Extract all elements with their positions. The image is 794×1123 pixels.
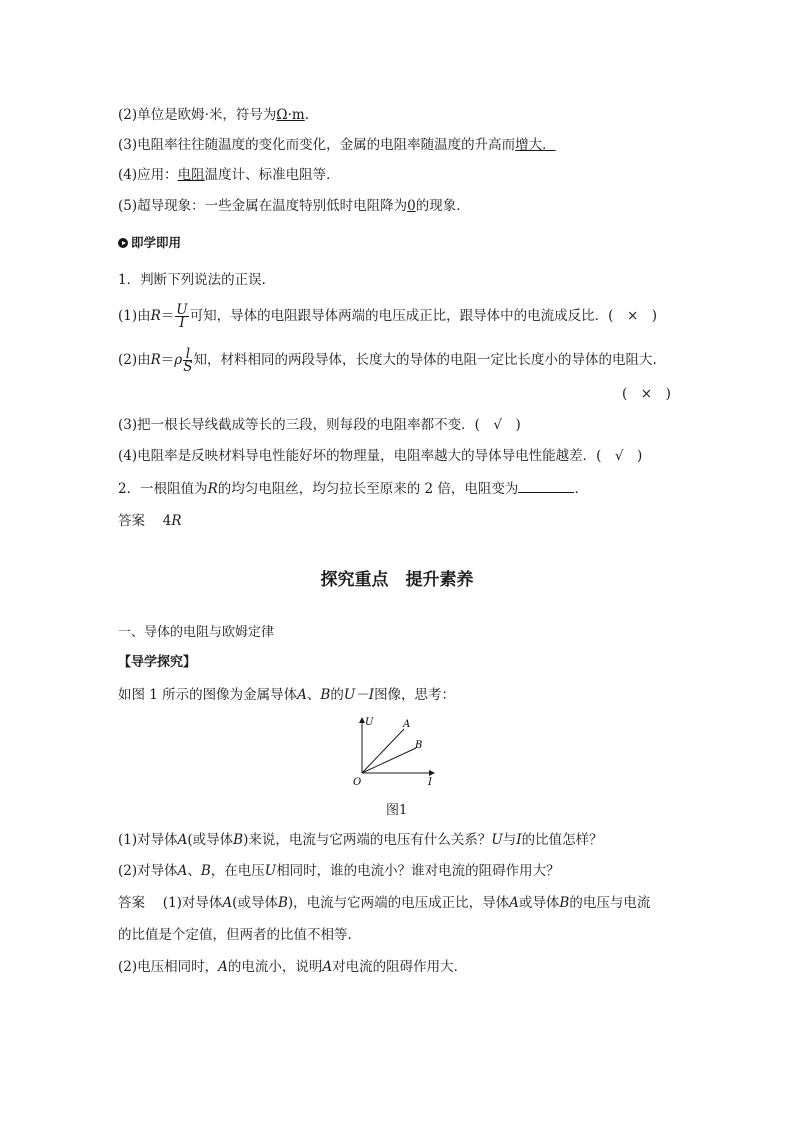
text-segment: 的现象．	[415, 198, 470, 214]
question-1-item-2-mark: ( × )	[622, 386, 671, 402]
var-u-i: U－I	[343, 687, 375, 703]
text-segment: .	[304, 107, 310, 123]
answer-4	[118, 957, 467, 977]
study-heading-text: 即学即用	[131, 235, 182, 250]
text-segment: 的比值怎样？	[521, 832, 603, 848]
var-a: A	[218, 959, 228, 975]
underlined-answer: 电阻	[177, 167, 205, 183]
think-question-1	[118, 830, 603, 850]
text-segment: )来说，电流与它两端的电压有什么关系？	[243, 832, 492, 848]
var-b: B	[233, 832, 244, 848]
text-segment: (2)对导体	[118, 863, 178, 879]
var-b: B	[200, 863, 211, 879]
text-line-application	[118, 165, 340, 185]
var-r: R	[171, 513, 182, 529]
var-b: B	[559, 895, 570, 911]
var-b: B	[277, 895, 288, 911]
var-r: R	[150, 308, 161, 324]
study-heading	[118, 233, 181, 253]
answer-label: 答案	[118, 513, 145, 529]
var-u: U	[491, 832, 503, 848]
equals-sign: ＝	[160, 308, 175, 324]
intro-line	[118, 685, 455, 705]
text-segment: (或导体	[187, 832, 234, 848]
think-question-2	[118, 861, 560, 881]
fraction-denominator: I	[179, 315, 185, 331]
text-segment: (2)单位是欧姆·米，符号为	[118, 107, 277, 123]
var-b: B	[320, 687, 331, 703]
text-segment: ，在电压	[210, 863, 265, 879]
var-r: R	[150, 352, 161, 368]
section-title: 探究重点 提升素养	[320, 570, 474, 590]
origin-label: O	[353, 777, 362, 788]
var-rho: ρ	[174, 352, 183, 368]
equals-sign: ＝	[160, 352, 175, 368]
answer-3-continued: 的比值是个定值，但两者的比值不相等．	[118, 927, 361, 943]
question-1-item-2	[118, 348, 657, 373]
text-segment: 对电流的阻碍作用大．	[332, 959, 468, 975]
text-segment: (1)由	[118, 308, 151, 324]
answer-value: 4	[162, 513, 172, 529]
var-a: A	[297, 687, 307, 703]
text-line-temperature	[118, 135, 556, 155]
text-segment: (2)电压相同时，	[118, 959, 219, 975]
text-segment: (或导体	[232, 895, 278, 911]
var-u: U	[264, 863, 277, 879]
answer-3	[118, 893, 650, 913]
text-segment: 的均匀电阻丝，均匀拉长至原来的 2 倍，电阻变为	[217, 481, 519, 497]
text-segment: 或导体	[518, 895, 560, 911]
guide-heading: 【导学探究】	[118, 655, 197, 670]
underlined-answer: 0	[407, 198, 416, 214]
answer-2	[118, 511, 182, 531]
text-line-superconductivity	[118, 196, 470, 216]
var-a: A	[177, 832, 188, 848]
text-segment: (1)对导体	[118, 832, 178, 848]
text-segment: (1)对导体	[162, 895, 223, 911]
text-segment: )，电流与它两端的电压成正比，导体	[287, 895, 510, 911]
answer-label: 答案	[118, 895, 145, 911]
question-1-title: 1．判断下列说法的正误．	[118, 272, 276, 288]
text-segment: 2．一根阻值为	[118, 481, 208, 497]
var-i: I	[516, 832, 522, 848]
figure-caption: 图1	[386, 803, 408, 818]
fraction-numerator: l	[183, 348, 192, 361]
text-segment: 如图 1 所示的图像为金属导体	[118, 687, 298, 703]
var-a: A	[322, 959, 333, 975]
text-segment: 知，材料相同的两段导体，长度大的导体的电阻一定比长度小的导体的电阻大.	[193, 352, 657, 368]
text-segment: 的电压与电流	[569, 895, 651, 911]
fraction-l-over-s	[183, 348, 192, 373]
text-segment: 可知，导体的电阻跟导体两端的电压成正比，跟导体中的电流成反比．( × )	[189, 308, 658, 324]
answer-blank	[518, 478, 574, 493]
fraction-numerator: U	[176, 302, 188, 318]
text-segment: (5)超导现象：一些金属在温度特别低时电阻降为	[118, 198, 408, 214]
underlined-answer: Ω·m	[276, 107, 305, 123]
text-segment: 、	[306, 687, 321, 703]
text-segment: 温度计、标准电阻等．	[204, 167, 340, 183]
text-segment: (2)由	[118, 352, 151, 368]
text-segment: (3)电阻率往往随温度的变化而变化，金属的电阻率随温度的升高而	[118, 137, 516, 153]
play-circle-icon	[118, 238, 128, 248]
question-1-item-3: (3)把一根长导线截成等长的三段，则每段的电阻率都不变．( √ )	[118, 417, 521, 433]
line-b	[362, 748, 416, 773]
text-segment: 图像，思考：	[374, 687, 456, 703]
underlined-answer: 增大．	[515, 137, 556, 153]
subsection-heading: 一、导体的电阻与欧姆定律	[118, 625, 275, 640]
text-segment: 的	[330, 687, 344, 703]
fraction-u-over-i	[175, 304, 188, 329]
text-segment: 、	[187, 863, 201, 879]
question-1-item-4: (4)电阻率是反映材料导电性能好坏的物理量，电阻率越大的导体导电性能越差．( √ )	[118, 448, 643, 464]
var-a: A	[222, 895, 233, 911]
line-a	[362, 729, 404, 773]
question-1-item-1	[118, 304, 657, 329]
var-r: R	[207, 481, 218, 497]
line-b-label: B	[415, 740, 423, 751]
text-segment: (4)应用：	[118, 167, 178, 183]
line-a-label: A	[403, 719, 411, 730]
fraction-denominator: S	[183, 359, 193, 375]
text-segment: 相同时，谁的电流小？谁对电流的阻碍作用大？	[276, 863, 560, 879]
text-segment: ．	[574, 481, 588, 497]
text-segment: 的电流小，说明	[227, 959, 323, 975]
i-axis-label: I	[428, 777, 432, 788]
var-a: A	[177, 863, 188, 879]
text-line-resistivity-unit	[118, 105, 309, 125]
question-2	[118, 478, 588, 499]
u-axis-label: U	[365, 717, 374, 728]
var-a: A	[509, 895, 519, 911]
text-segment: 与	[502, 832, 517, 848]
u-i-graph-figure	[350, 712, 440, 792]
